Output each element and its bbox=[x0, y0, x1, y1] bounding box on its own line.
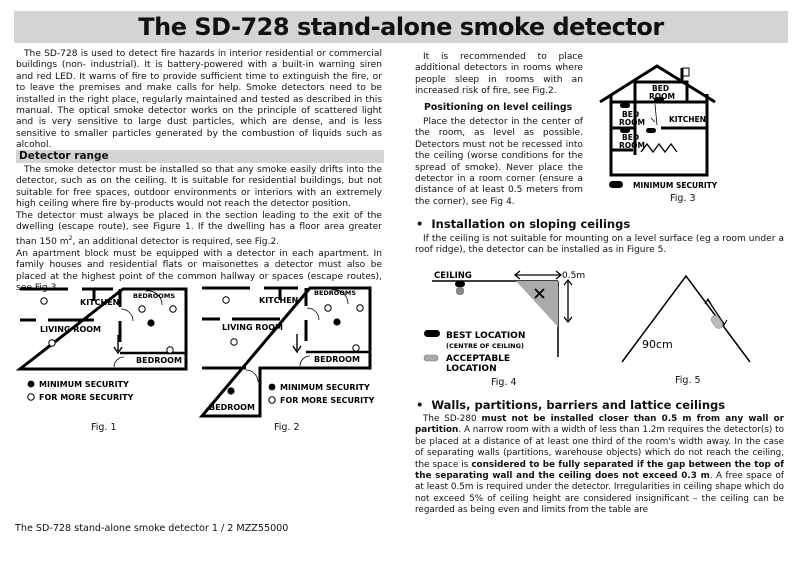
fig2-kitchen-label: KITCHEN bbox=[259, 296, 299, 305]
fig3-bed-mid: BED bbox=[622, 110, 640, 119]
level-ceilings-heading: Positioning on level ceilings bbox=[424, 102, 573, 113]
detector-range-p1: The smoke detector must be installed so that any smoke easily drifts into the detector, such as on the ceiling. It is suitable for residential buildings, but not suitable for free spaces, outdoor environments or interiors with an extremely high ceiling where fire by-products would not reach the detector position. bbox=[16, 165, 382, 210]
fig1-kitchen-label: KITCHEN bbox=[80, 298, 120, 307]
fig5-sloping-diagram bbox=[618, 268, 768, 368]
fig4-acceptable-label: ACCEPTABLE bbox=[446, 354, 511, 364]
sloping-text: If the ceiling is not suitable for mounting on a level surface (eg a room under a roof ridge), the detector can be installed as in Figure 5. bbox=[415, 234, 784, 256]
fig4-location-label: LOCATION bbox=[446, 364, 497, 374]
fig1-legend-min: MINIMUM SECURITY bbox=[39, 380, 129, 389]
fig1-legend-more: FOR MORE SECURITY bbox=[39, 393, 134, 402]
fig2-caption: Fig. 2 bbox=[274, 422, 300, 433]
level-ceilings-text: Place the detector in the center of the room, as level as possible. Detectors must not be recessed into the ceiling (worse conditions for the spread of smoke). Never place the detector in a room corner (ensure a distance of at least 0.5 meters from the corner), see Fig 4. bbox=[415, 117, 583, 207]
fig1-bedrooms-label: BEDROOMS bbox=[133, 292, 175, 300]
walls-heading: • Walls, partitions, barriers and lattice ceilings bbox=[416, 398, 726, 412]
fig2-bedroom-label: BEDROOM bbox=[314, 355, 360, 364]
fig1-living-label: LIVING ROOM bbox=[40, 325, 102, 334]
walls-b1: must not be installed closer than 0.5 m from any wall or partition bbox=[415, 414, 784, 436]
fig4-best-label: BEST LOCATION bbox=[446, 331, 526, 341]
walls-t3: . A free space of at least 0.5m is required under the detector. Irregularities in ceiling shape which do not exceed 5% of ceiling height are considered insignificant – the ceiling can be regarded as being even and limits from the table are bbox=[415, 471, 784, 516]
page-title: The SD-728 stand-alone smoke detector bbox=[14, 11, 788, 43]
walls-t1: The SD-280 bbox=[423, 414, 482, 424]
fig3-kitchen: KITCHEN bbox=[669, 115, 706, 124]
fig2-living-label: LIVING ROOM bbox=[222, 323, 284, 332]
detector-range-p3: An apartment block must be equipped with a detector in each apartment. In family houses and residential flats or maisonettes a detector must also be placed at the highest point of the common hallway or spaces (escape routes), see Fig.3. bbox=[16, 248, 382, 294]
fig4-caption: Fig. 4 bbox=[491, 377, 517, 388]
fig3-room-top: ROOM bbox=[649, 92, 675, 101]
fig4-ceiling-diagram bbox=[420, 267, 600, 377]
fig3-room-mid: ROOM bbox=[619, 118, 645, 127]
walls-heading-text: Walls, partitions, barriers and lattice ceilings bbox=[431, 398, 726, 412]
fig3-room-low: ROOM bbox=[619, 141, 645, 150]
sloping-heading: • Installation on sloping ceilings bbox=[416, 217, 631, 231]
detector-range-p2 bbox=[16, 211, 382, 249]
fig2-bedroom-lower-label: BEDROOM bbox=[209, 403, 255, 412]
detector-range-p2a: The detector must always be placed in the section leading to the exit of the dwelling (escape route), see Figure 1. If the dwelling has a floor area greater than 150 m bbox=[16, 210, 382, 248]
fig3-bed-low: BED bbox=[622, 133, 640, 142]
walls-text bbox=[415, 414, 784, 517]
fig3-legend-min: MINIMUM SECURITY bbox=[633, 181, 718, 190]
fig3-caption: Fig. 3 bbox=[670, 193, 696, 204]
fig2-bedrooms-label: BEDROOMS bbox=[314, 289, 356, 297]
fig2-legend-more: FOR MORE SECURITY bbox=[280, 396, 375, 405]
fig1-caption: Fig. 1 bbox=[91, 422, 117, 433]
fig2-legend-min: MINIMUM SECURITY bbox=[280, 383, 370, 392]
detector-range-p2b: , an additional detector is required, see Fig.2. bbox=[72, 237, 280, 248]
fig1-bedroom-label: BEDROOM bbox=[136, 356, 182, 365]
fig4-ceiling-label: CEILING bbox=[434, 271, 472, 281]
fig3-house-section bbox=[597, 60, 787, 200]
detector-range-heading: Detector range bbox=[16, 150, 384, 163]
fig4-distance-label: 0.5m bbox=[562, 271, 586, 281]
fig3-bed-top: BED bbox=[652, 84, 670, 93]
fig1-floor-plan bbox=[18, 287, 188, 407]
detector-range-text bbox=[16, 165, 382, 295]
walls-t2: . A narrow room with a width of less than 1.2m requires the detector(s) to be placed at a distance of at least one third of the room's width away. In the case of separating walls (partitions, warehouse objects) which do not reach the ceiling, the space is bbox=[415, 425, 784, 470]
page-footer: The SD-728 stand-alone smoke detector 1 / 2 MZZ55000 bbox=[15, 523, 289, 534]
walls-b2: considered to be fully separated if the gap between the top of the separating wall and the ceiling does not exceed 0.3 m bbox=[415, 459, 784, 482]
fig2-floor-plan bbox=[200, 286, 380, 416]
area-superscript: 2 bbox=[68, 235, 73, 243]
intro-paragraph: The SD-728 is used to detect fire hazards in interior residential or commercial buildings (non- industrial). It is battery-powered with a built-in warning siren and red LED. It warns of fire to provide sufficient time to extinguish the fire, or to leave the premises and make calls for help. Smoke detectors need to be installed in the right place, regularly maintained and tested as described in this manual. The optical smoke detector works on the principle of scattered light and is very sensitive to large dust particles, which are dense, and is less sensitive to smaller particles generated by the combustion of liquids such as alcohol. bbox=[16, 49, 382, 151]
fig5-distance-label: 90cm bbox=[642, 338, 673, 351]
sloping-heading-text: Installation on sloping ceilings bbox=[431, 217, 631, 231]
right-intro-text: It is recommended to place additional detectors in rooms where people sleep in rooms with an increased risk of fire, see Fig.2. bbox=[415, 52, 583, 97]
fig4-best-sub-label: (CENTRE OF CEILING) bbox=[446, 342, 524, 350]
fig5-caption: Fig. 5 bbox=[675, 375, 701, 386]
